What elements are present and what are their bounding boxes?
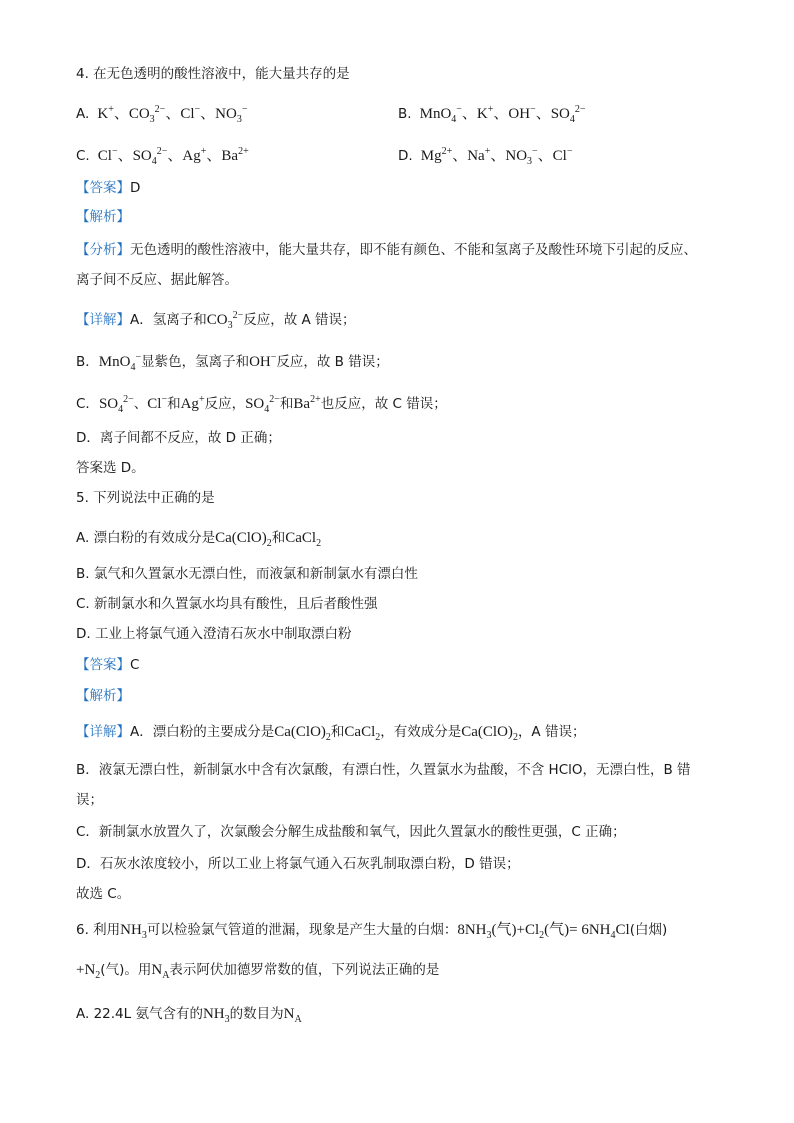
- q4-option-b: B. MnO$_4$−、K+、OH−、$SO_4^{2-}$: [398, 104, 586, 125]
- q5-option-c: C. 新制氯水和久置氯水均具有酸性，且后者酸性强: [76, 596, 378, 612]
- q4-conclusion: 答案选 D。: [76, 460, 145, 476]
- q5-option-b: B. 氯气和久置氯水无漂白性，而液氯和新制氯水有漂白性: [76, 566, 418, 582]
- q6-stem-line2: $+N_2$(气)。用$N_A$表示阿伏加德罗常数的值，下列说法正确的是: [76, 962, 440, 981]
- q4-option-a: A. K+、$CO_3^{2-}$、Cl−、$NO_3^-$: [76, 104, 248, 125]
- q5-analysis-tag: 【解析】: [76, 688, 130, 704]
- q5-detail-b-line1: B．液氯无漂白性，新制氯水中含有次氯酸，有漂白性，久置氯水为盐酸，不含 HClO，无漂白性，B 错: [76, 762, 691, 778]
- q6-stem-line1: 6. 利用$NH_3$可以检验氯气管道的泄漏，现象是产生大量的白烟：$8NH_3$(气)$+Cl_2$(气)= $6NH_4Cl$(白烟): [76, 922, 668, 941]
- q4-fenxi-line2: 离子间不反应、据此解答。: [76, 272, 238, 288]
- q5-conclusion: 故选 C。: [76, 886, 131, 902]
- q5-answer: 【答案】C: [76, 657, 140, 673]
- q4-stem: 4. 在无色透明的酸性溶液中，能大量共存的是: [76, 66, 350, 82]
- q5-detail-c: C．新制氯水放置久了，次氯酸会分解生成盐酸和氧气，因此久置氯水的酸性更强，C 正确；: [76, 824, 626, 840]
- q5-stem: 5. 下列说法中正确的是: [76, 490, 215, 506]
- q4-detail-c: C．$SO_4^{2-}$、Cl−和Ag+反应，$SO_4^{2-}$和$Ba^{2+}$也反应，故 C 错误；: [76, 394, 447, 415]
- q4-detail-a: 【详解】A．氢离子和$CO_3^{2-}$反应，故 A 错误；: [76, 310, 356, 331]
- q4-analysis-tag: 【解析】: [76, 209, 130, 225]
- q4-option-d: D. $Mg^{2+}$、Na+、$NO_3^-$、Cl−: [398, 146, 573, 167]
- q4-detail-d: D．离子间都不反应，故 D 正确；: [76, 430, 281, 446]
- q5-option-d: D. 工业上将氯气通入澄清石灰水中制取漂白粉: [76, 626, 352, 642]
- q5-detail-b-line2: 误；: [76, 792, 103, 808]
- q5-detail-a: 【详解】A．漂白粉的主要成分是$Ca(ClO)_2$和CaCl$_2$，有效成分是$Ca(ClO)_2$，A 错误；: [76, 724, 586, 743]
- q5-detail-d: D．石灰水浓度较小，所以工业上将氯气通入石灰乳制取漂白粉，D 错误；: [76, 856, 520, 872]
- q4-answer: 【答案】D: [76, 180, 141, 196]
- q4-detail-b: B．MnO$_4$−显紫色，氢离子和OH−反应，故 B 错误；: [76, 352, 389, 373]
- q4-option-c: C. Cl−、$SO_4^{2-}$、Ag+、$Ba^{2+}$: [76, 146, 249, 167]
- q6-option-a: A. 22.4L 氨气含有的$NH_3$的数目为$N_A$: [76, 1006, 302, 1025]
- q4-fenxi-line1: 【分析】无色透明的酸性溶液中，能大量共存，即不能有颜色、不能和氢离子及酸性环境下引起的反应、: [76, 242, 697, 258]
- q5-option-a: A. 漂白粉的有效成分是$Ca(ClO)_2$和CaCl$_2$: [76, 530, 322, 549]
